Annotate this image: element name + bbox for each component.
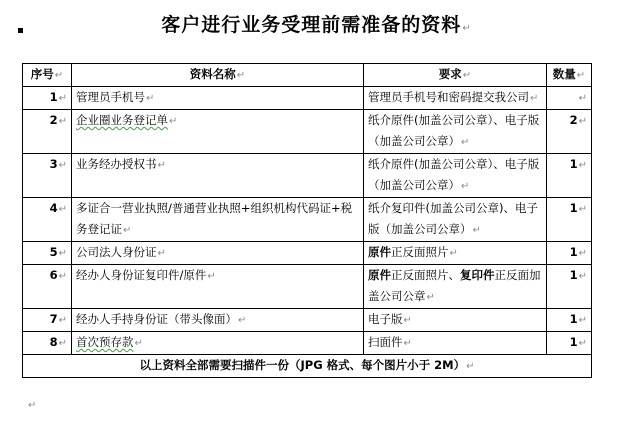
paragraph-mark-icon: ↵ [426, 292, 435, 303]
table-header-row [23, 64, 592, 87]
paragraph-mark-icon: ↵ [134, 338, 143, 349]
paragraph-mark-icon: ↵ [58, 271, 67, 282]
cell-quantity: 1↵ [547, 265, 592, 309]
paragraph-mark-icon: ↵ [146, 93, 155, 104]
cell-name: 企业圈业务登记单↵ [72, 110, 364, 154]
cell-requirement: 原件正反面照片↵ [364, 242, 547, 265]
paragraph-mark-icon: ↵ [461, 137, 470, 148]
cell-quantity: 1↵ [547, 154, 592, 198]
paragraph-mark-icon: ↵ [530, 93, 539, 104]
cell-requirement: 原件正反面照片、复印件正反面加盖公司公章↵ [364, 265, 547, 309]
cell-requirement: 纸介原件(加盖公司公章）、电子版（加盖公司公章）↵ [364, 110, 547, 154]
cell-no: 3↵ [23, 154, 72, 198]
document-title [0, 10, 633, 37]
paragraph-mark-icon: ↵ [578, 160, 587, 171]
paragraph-mark-icon: ↵ [578, 204, 587, 215]
paragraph-mark-icon: ↵ [461, 181, 470, 192]
paragraph-mark-icon: ↵ [58, 315, 67, 326]
table-row [23, 198, 592, 242]
cell-no: 4↵ [23, 198, 72, 242]
table-row [23, 154, 592, 198]
paragraph-mark-icon: ↵ [578, 116, 587, 127]
paragraph-mark-icon: ↵ [578, 271, 587, 282]
cell-requirement: 纸介原件(加盖公司公章）、电子版（加盖公司公章）↵ [364, 154, 547, 198]
paragraph-mark-icon: ↵ [207, 271, 216, 282]
paragraph-mark-icon: ↵ [403, 315, 412, 326]
paragraph-mark-icon: ↵ [123, 225, 132, 236]
cell-name: 经办人手持身份证（带头像面）↵ [72, 309, 364, 332]
paragraph-mark-icon: ↵ [169, 116, 178, 127]
cell-no: 8↵ [23, 332, 72, 355]
cell-name: 公司法人身份证↵ [72, 242, 364, 265]
cell-no: 7↵ [23, 309, 72, 332]
paragraph-mark-icon: ↵ [58, 338, 67, 349]
document-title-text: 客户进行业务受理前需准备的资料 [161, 14, 462, 36]
paragraph-mark-icon: ↵ [58, 116, 67, 127]
paragraph-mark-icon: ↵ [238, 315, 247, 326]
cell-requirement: 纸介复印件(加盖公司公章)、电子版（加盖公司公章）↵ [364, 198, 547, 242]
cell-requirement: 管理员手机号和密码提交我公司↵ [364, 87, 547, 110]
paragraph-mark-icon: ↵ [578, 338, 587, 349]
cell-no: 1↵ [23, 87, 72, 110]
cell-requirement: 电子版↵ [364, 309, 547, 332]
cell-quantity: 1↵ [547, 242, 592, 265]
paragraph-mark-icon: ↵ [157, 160, 166, 171]
cell-quantity: 1↵ [547, 198, 592, 242]
cell-name: 业务经办授权书↵ [72, 154, 364, 198]
header-name: 资料名称↵ [72, 64, 364, 87]
paragraph-mark-icon: ↵ [578, 93, 587, 104]
table-row [23, 309, 592, 332]
paragraph-mark-icon: ↵ [449, 248, 458, 259]
cell-quantity [547, 87, 592, 110]
table-footer-row [23, 355, 592, 378]
cell-no: 2↵ [23, 110, 72, 154]
paragraph-mark-icon: ↵ [58, 248, 67, 259]
paragraph-mark-icon: ↵ [58, 160, 67, 171]
header-requirement: 要求↵ [364, 64, 547, 87]
trailing-paragraph-mark-icon: ↵ [28, 400, 37, 411]
table-row [23, 87, 592, 110]
cell-no: 5↵ [23, 242, 72, 265]
header-quantity: 数量↵ [547, 64, 592, 87]
table-row [23, 110, 592, 154]
cell-quantity: 1↵ [547, 309, 592, 332]
table-body [23, 87, 592, 355]
cell-no: 6↵ [23, 265, 72, 309]
paragraph-mark-icon: ↵ [462, 23, 472, 34]
cell-name: 首次预存款↵ [72, 332, 364, 355]
paragraph-mark-icon: ↵ [472, 225, 481, 236]
paragraph-mark-icon: ↵ [403, 338, 412, 349]
paragraph-mark-icon: ↵ [58, 93, 67, 104]
cell-quantity: 1↵ [547, 332, 592, 355]
table-row [23, 332, 592, 355]
cell-name: 管理员手机号↵ [72, 87, 364, 110]
footer-note: 以上资料全部需要扫描件一份（JPG 格式、每个图片小于 2M）↵ [23, 355, 592, 378]
paragraph-mark-icon: ↵ [578, 315, 587, 326]
table-row [23, 265, 592, 309]
cell-quantity: 2↵ [547, 110, 592, 154]
paragraph-mark-icon: ↵ [578, 248, 587, 259]
paragraph-mark-icon: ↵ [157, 248, 166, 259]
cell-name: 多证合一营业执照/普通营业执照+组织机构代码证+税务登记证↵ [72, 198, 364, 242]
cell-name: 经办人身份证复印件/原件↵ [72, 265, 364, 309]
materials-table [22, 63, 592, 378]
header-no: 序号↵ [23, 64, 72, 87]
paragraph-mark-icon: ↵ [58, 204, 67, 215]
cell-requirement: 扫面件↵ [364, 332, 547, 355]
table-row [23, 242, 592, 265]
